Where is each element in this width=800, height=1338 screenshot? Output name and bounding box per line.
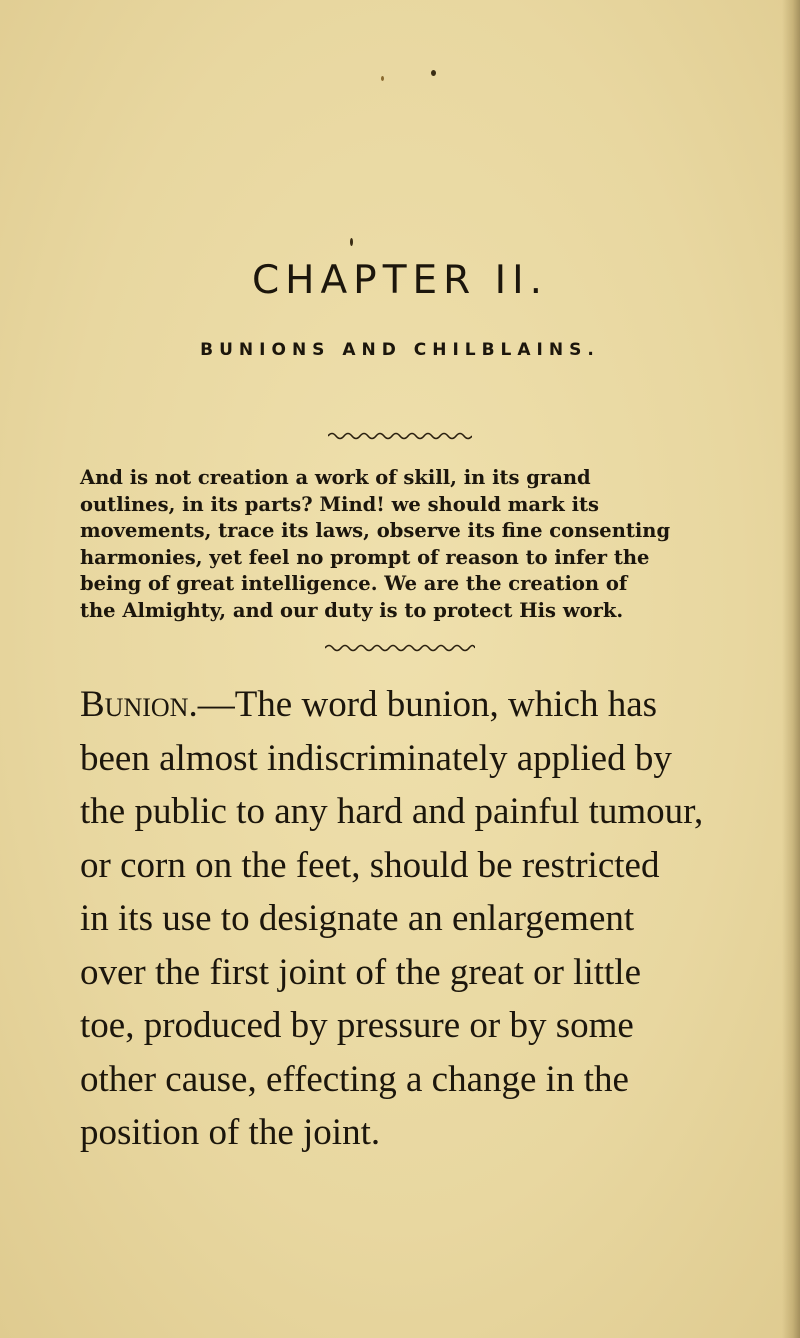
print-speck (350, 238, 353, 246)
ornamental-rule-top (0, 428, 800, 446)
epigraph-line: harmonies, yet feel no prompt of reason to infer the (80, 545, 650, 569)
section-first-line-text: —The word bunion, which has (197, 684, 658, 725)
epigraph-line: being of great intelligence. We are the creation of (80, 572, 628, 596)
body-line: over the first joint of the great or little (80, 951, 641, 993)
body-line: position of the joint. (80, 1112, 381, 1153)
epigraph-line: outlines, in its parts? Mind! we should mark its (80, 492, 599, 516)
chapter-subtitle: BUNIONS AND CHILBLAINS. (200, 340, 600, 360)
section-heading: Bunion. (80, 684, 198, 725)
body-line: the public to any hard and painful tumour, (80, 791, 704, 832)
chapter-title: CHAPTER II. (251, 258, 549, 303)
body-line: been almost indiscriminately applied by (80, 737, 672, 779)
section-first-line (80, 678, 700, 732)
epigraph-line: And is not creation a work of skill, in its grand (80, 466, 591, 489)
page-edge-shadow (782, 0, 800, 1338)
body-line: or corn on the feet, should be restricted (80, 844, 660, 886)
epigraph-line: movements, trace its laws, observe its fine consenting (80, 519, 671, 543)
epigraph-line: the Almighty, and our duty is to protect His work. (80, 598, 624, 622)
section-body (80, 678, 704, 1160)
ornamental-rule-bottom (0, 640, 800, 658)
print-speck (381, 76, 384, 81)
print-speck (431, 70, 436, 76)
epigraph (80, 465, 695, 625)
body-line: toe, produced by pressure or by some (80, 1005, 634, 1046)
body-line: in its use to designate an enlargement (80, 898, 635, 939)
body-line: other cause, effecting a change in the (80, 1058, 629, 1100)
